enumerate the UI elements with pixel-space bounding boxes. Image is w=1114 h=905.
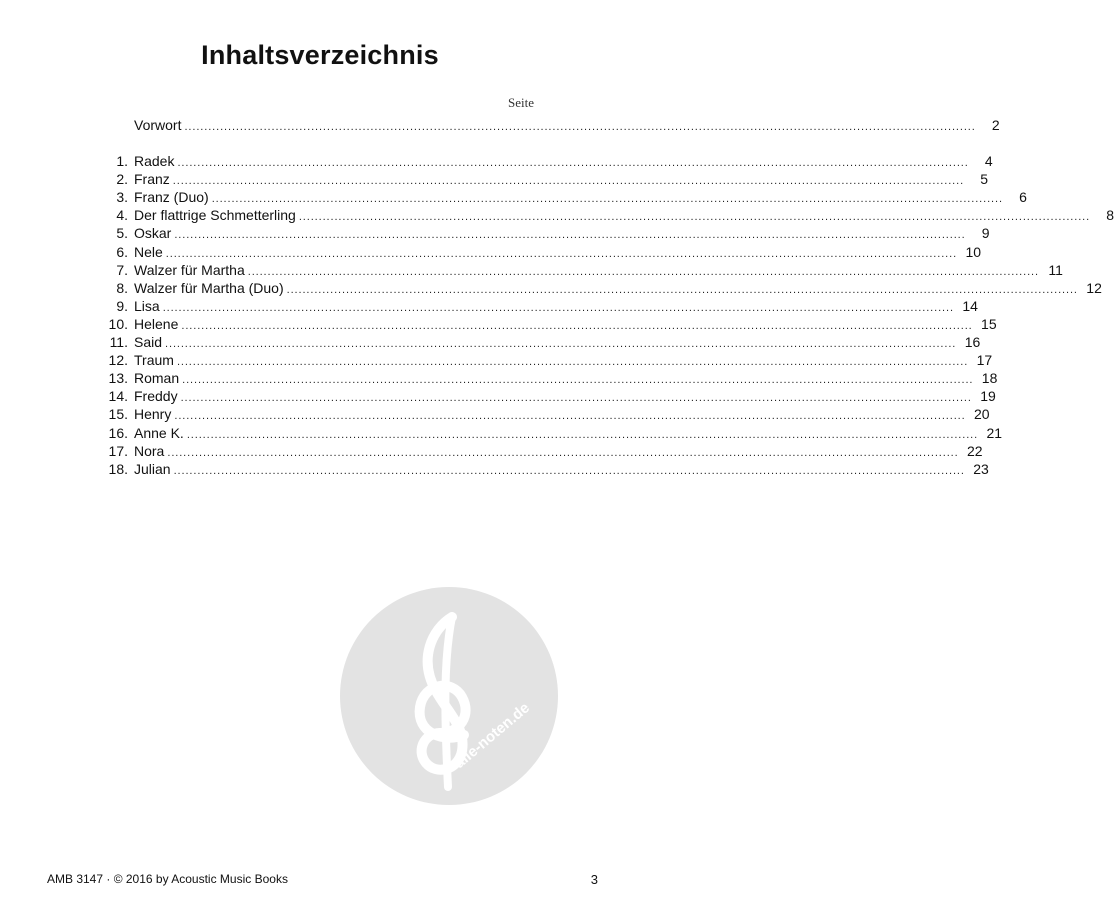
toc-entry	[134, 152, 993, 172]
toc-leader-dots: ........................................................................................................................................................................................................	[186, 428, 979, 441]
toc-page-number: 12	[1086, 279, 1102, 296]
toc-number: 8.	[116, 279, 128, 296]
toc-entry	[134, 279, 1102, 299]
toc-number: 2.	[116, 171, 128, 188]
toc-title: Freddy	[134, 388, 178, 405]
toc-number: 13.	[108, 370, 128, 387]
toc-number: 11.	[109, 334, 128, 350]
toc-number: 17.	[108, 442, 128, 459]
toc-leader-dots: ........................................................................................................................................................................................................	[165, 247, 958, 260]
toc-entry	[134, 351, 993, 371]
toc-leader-dots: ........................................................................................................................................................................................................	[174, 229, 966, 242]
toc-title: Radek	[134, 153, 175, 169]
toc-leader-dots: ........................................................................................................................................................................................................	[247, 265, 1039, 278]
toc-entry	[134, 297, 978, 317]
toc-entry	[134, 424, 1003, 444]
toc-row	[96, 333, 981, 351]
toc-row	[96, 243, 982, 261]
toc-page-number: 18	[981, 370, 998, 387]
toc-row	[96, 315, 997, 333]
toc-title: Julian	[134, 460, 171, 477]
toc-entry	[134, 460, 989, 480]
toc-number: 9.	[116, 297, 128, 314]
toc-leader-dots: ........................................................................................................................................................................................................	[181, 319, 973, 332]
toc-entry	[134, 387, 996, 407]
toc-entry	[134, 188, 1027, 208]
toc-page-number: 9	[981, 225, 990, 242]
toc-row	[96, 424, 1003, 442]
toc-page-number: 15	[981, 315, 997, 332]
toc-leader-dots: ........................................................................................................................................................................................................	[176, 356, 969, 369]
toc-leader-dots: ........................................................................................................................................................................................................	[286, 283, 1078, 296]
toc-entry	[134, 261, 1063, 281]
watermark-logo	[340, 587, 558, 805]
toc-title: Henry	[134, 406, 172, 423]
toc-page-number: 11	[1048, 261, 1063, 278]
toc-page-number: 20	[974, 406, 990, 423]
toc-page-number: 10	[965, 243, 982, 260]
toc-number: 16.	[108, 424, 128, 441]
toc-title: Vorwort	[134, 117, 182, 133]
toc-leader-dots: ........................................................................................................................................................................................................	[165, 338, 957, 350]
toc-leader-dots: ........................................................................................................................................................................................................	[167, 446, 959, 459]
toc-leader-dots: ........................................................................................................................................................................................................	[182, 374, 974, 387]
toc-title: Roman	[134, 370, 180, 387]
toc-number: 15.	[108, 406, 128, 423]
toc-number: 6.	[116, 243, 128, 260]
toc-title: Oskar	[134, 225, 172, 242]
toc-number: 12.	[108, 352, 128, 369]
toc-leader-dots: ........................................................................................................................................................................................................	[174, 410, 966, 423]
toc-entry	[134, 405, 990, 425]
toc-number: 5.	[116, 225, 128, 242]
watermark-text: alle-noten.de	[451, 699, 534, 772]
toc-title: Walzer für Martha (Duo)	[134, 279, 284, 296]
footer-page-number: 3	[590, 872, 598, 887]
toc-number: 18.	[108, 460, 128, 477]
toc-title: Franz (Duo)	[134, 189, 209, 206]
toc-entry	[134, 315, 997, 335]
toc-row	[96, 261, 1063, 279]
toc-page-number: 6	[1019, 189, 1027, 206]
toc-title: Franz	[134, 171, 170, 188]
toc-page-number: 17	[976, 352, 993, 369]
toc-entry	[134, 243, 982, 263]
toc-row	[96, 387, 996, 405]
toc-leader-dots: ........................................................................................................................................................................................................	[177, 157, 969, 169]
toc-row	[96, 405, 990, 423]
toc-number: 3.	[116, 189, 128, 206]
toc-title: Lisa	[134, 297, 160, 314]
toc-title: Walzer für Martha	[134, 261, 245, 278]
toc-page-number: 14	[962, 297, 978, 314]
toc-entry	[134, 206, 1114, 226]
toc-entry	[134, 442, 983, 462]
toc-title: Der flattrige Schmetterling	[134, 207, 296, 224]
toc-title: Traum	[134, 352, 174, 369]
toc-leader-dots: ........................................................................................................................................................................................................	[298, 211, 1091, 224]
toc-row	[96, 206, 1114, 224]
toc-row	[96, 224, 990, 242]
toc-leader-dots: ........................................................................................................................................................................................................	[162, 301, 954, 314]
toc-leader-dots: ........................................................................................................................................................................................................	[184, 121, 976, 133]
toc-number: 4.	[116, 207, 128, 224]
toc-row	[96, 170, 989, 188]
toc-row-preface	[96, 116, 1000, 134]
toc-page-number: 5	[980, 171, 989, 188]
toc-entry	[134, 170, 989, 190]
toc-number: 10.	[108, 315, 128, 332]
toc-row	[96, 152, 993, 170]
toc-row	[96, 279, 1102, 297]
toc-entry	[134, 333, 981, 353]
toc-page-number: 16	[964, 334, 981, 350]
toc-page-number: 4	[984, 153, 993, 169]
toc-entry	[134, 369, 998, 389]
toc-row	[96, 188, 1027, 206]
toc-row	[96, 442, 983, 460]
toc-title: Nora	[134, 442, 165, 459]
page-column-header: Seite	[508, 95, 534, 110]
toc-leader-dots: ........................................................................................................................................................................................................	[172, 175, 965, 188]
toc-row	[96, 297, 978, 315]
toc-page-number: 23	[973, 460, 989, 477]
page-title: Inhaltsverzeichnis	[201, 40, 439, 70]
toc-number: 7.	[116, 261, 128, 278]
toc-page-number: 19	[980, 388, 996, 405]
toc-entry	[134, 116, 1000, 136]
toc-entry	[134, 224, 990, 244]
toc-leader-dots: ........................................................................................................................................................................................................	[211, 193, 1003, 206]
toc-number: 1.	[116, 153, 128, 169]
toc-page-number: 2	[991, 117, 1000, 133]
toc-title: Helene	[134, 315, 179, 332]
toc-number: 14.	[108, 388, 128, 405]
toc-row	[96, 460, 989, 478]
toc-row	[96, 351, 993, 369]
toc-title: Said	[134, 334, 163, 350]
toc-leader-dots: ........................................................................................................................................................................................................	[180, 392, 972, 405]
toc-page-number: 8	[1106, 207, 1114, 224]
toc-title: Nele	[134, 243, 163, 260]
toc-row	[96, 369, 998, 387]
toc-page-number: 21	[986, 424, 1003, 441]
footer-copyright: AMB 3147 · © 2016 by Acoustic Music Books	[47, 872, 288, 886]
toc-page-number: 22	[967, 442, 983, 459]
toc-leader-dots: ........................................................................................................................................................................................................	[173, 464, 965, 477]
toc-title: Anne K.	[134, 424, 184, 441]
